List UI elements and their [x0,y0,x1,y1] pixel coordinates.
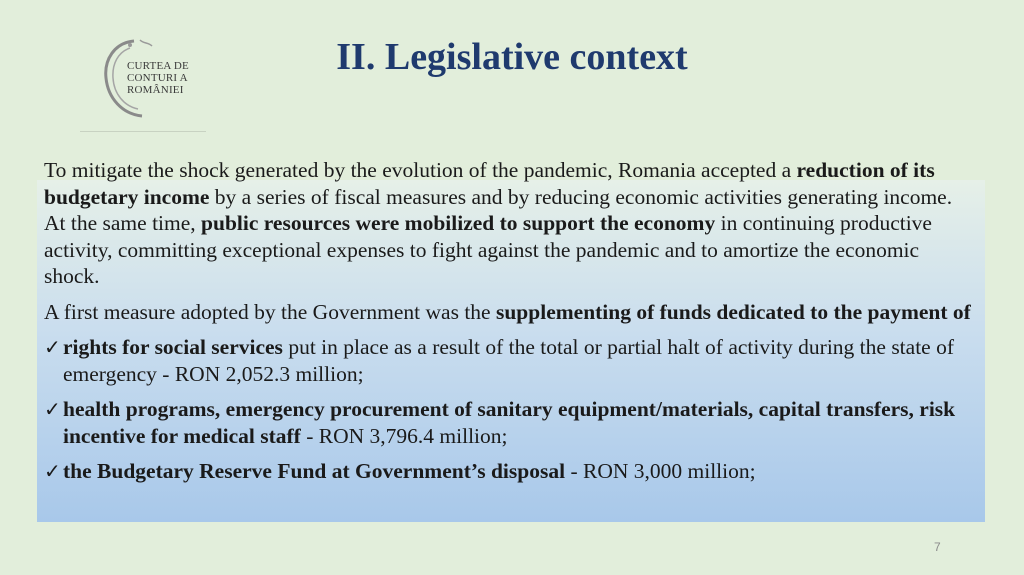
page-number: 7 [934,540,941,554]
checkmark-icon: ✓ [44,397,61,421]
paragraph-1-text-2: by a series of fiscal measures and by reducing economic activities generating income. At the same time, [44,184,953,235]
bullet-text: - RON 3,000 million; [565,459,756,483]
paragraph-1-text-3: in continuing productive activity, committing exceptional expenses to fight against the pandemic and to amortize the economic shock. [44,211,932,288]
paragraph-2-bold-1: supplementing of funds dedicated to the payment of [495,299,971,324]
paragraph-1-bold-2: public resources were mobilized to support the economy [201,211,716,235]
bullet-item [44,396,974,449]
logo [100,38,210,118]
slide-title: II. Legislative context [336,36,688,78]
bullet-item [44,458,974,485]
paragraph-1-bold-1: reduction of its budgetary income [44,158,935,209]
bullet-text: - RON 3,796.4 million; [300,423,508,448]
bullet-list [44,334,974,485]
bullet-bold: health programs, emergency procurement of sanitary equipment/materials, capital transfers, risk incentive for medical staff [63,397,956,448]
logo-line-1: CURTEA DE [127,60,189,72]
checkmark-icon: ✓ [44,459,61,483]
paragraph-2 [44,299,974,326]
bullet-item [44,334,974,387]
checkmark-icon: ✓ [44,335,61,359]
paragraph-1 [44,157,974,290]
bullet-bold: rights for social services [63,335,283,359]
slide-content [44,157,974,494]
bullet-bold: the Budgetary Reserve Fund at Government’s disposal [63,459,566,483]
paragraph-2-text-1: A first measure adopted by the Government was the [44,299,496,324]
logo-line-2: CONTURI A [127,72,188,84]
logo-text [127,60,189,96]
paragraph-1-text-1: To mitigate the shock generated by the evolution of the pandemic, Romania accepted a [44,158,797,182]
logo-line-3: ROMÂNIEI [127,84,184,96]
logo-divider [80,131,206,132]
bullet-text: put in place as a result of the total or partial halt of activity during the state of emergency - RON 2,052.3 million; [63,335,955,386]
